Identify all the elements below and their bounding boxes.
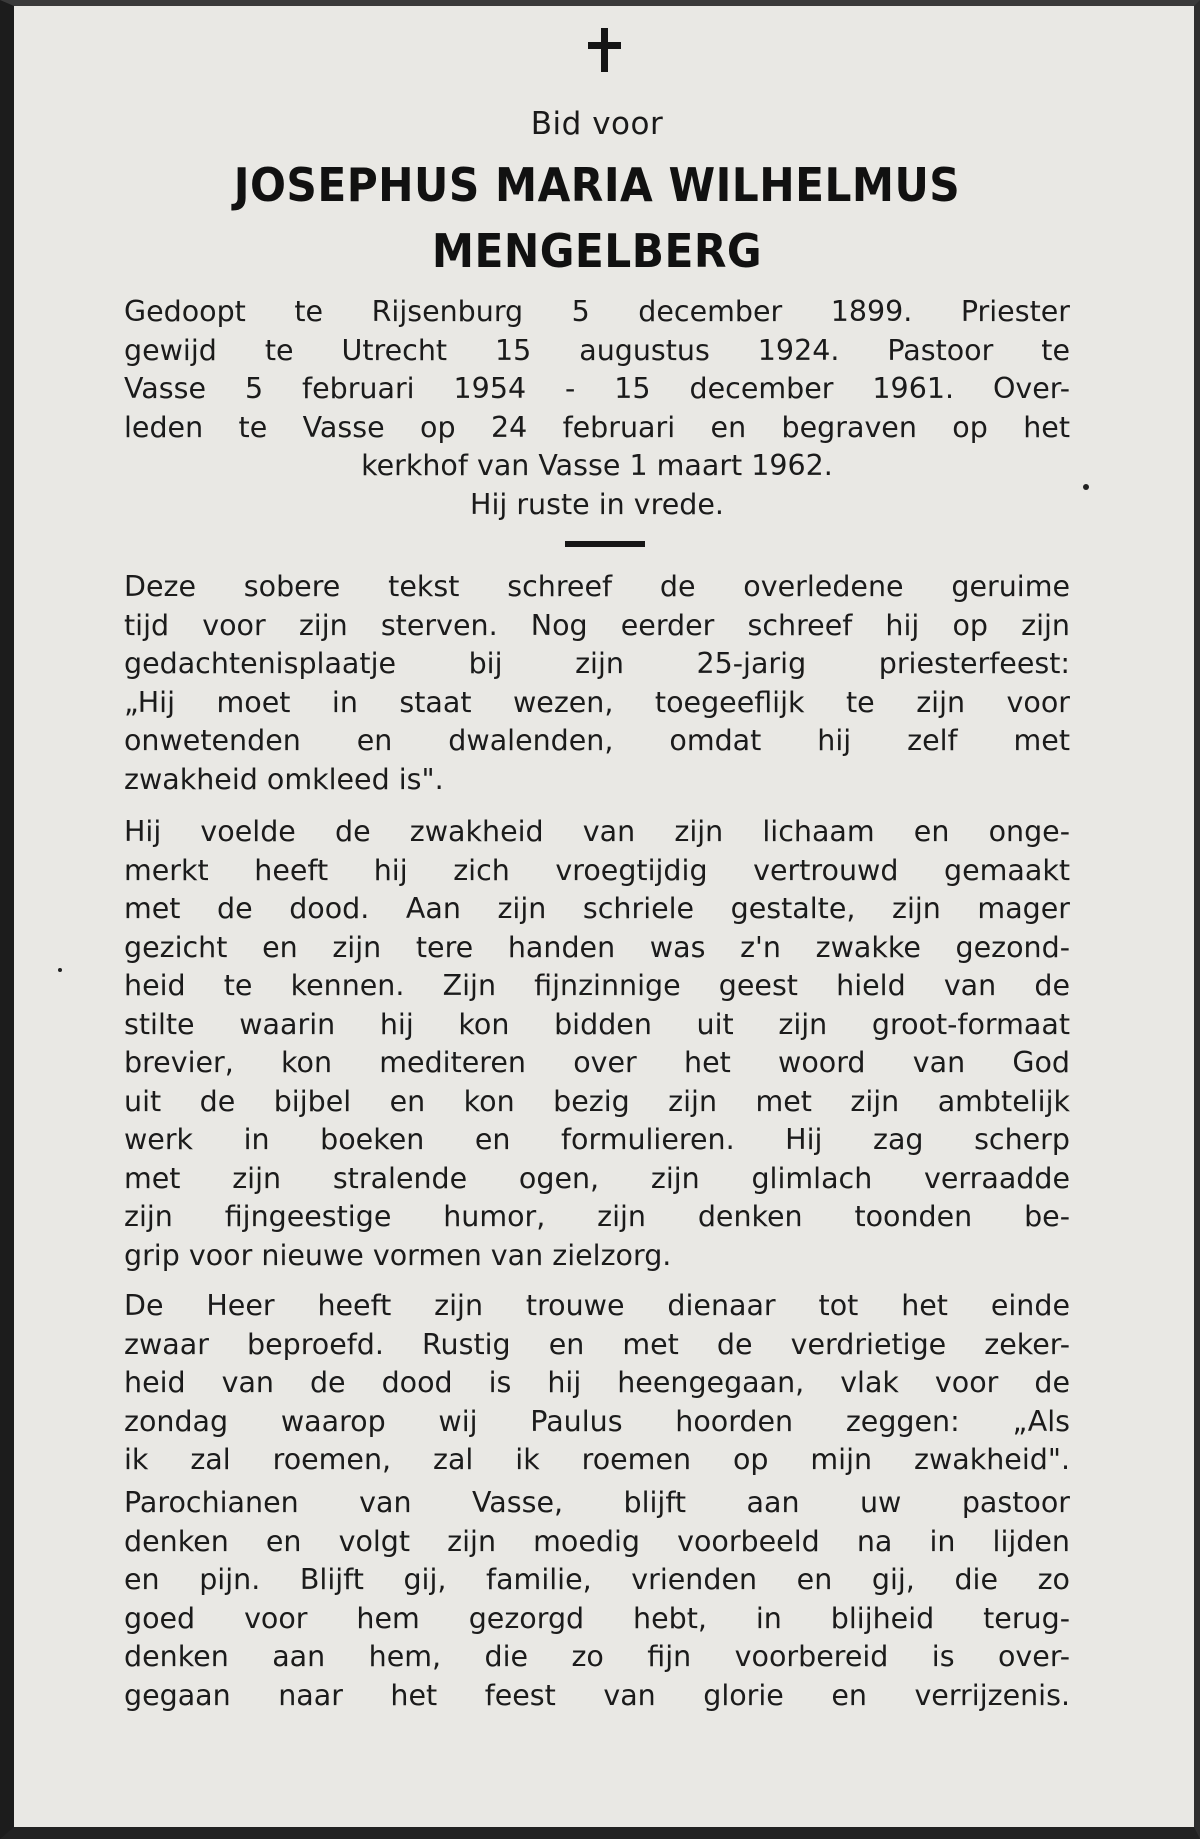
paragraph-line: denken aan hem, die zo fijn voorbereid is over- [124, 1640, 1070, 1673]
deceased-name-line2: MENGELBERG [431, 224, 763, 278]
paragraph-line: gegaan naar het feest van glorie en verrijzenis. [124, 1678, 1070, 1712]
paragraph-line: Deze sobere tekst schreef de overledene geruime [124, 570, 1070, 603]
intro-text: Bid voor [530, 106, 664, 142]
paragraph-2 [124, 813, 1070, 1275]
paragraph-line: gezicht en zijn tere handen was z'n zwakke gezond- [124, 930, 1070, 964]
paragraph-line: De Heer heeft zijn trouwe dienaar tot het einde [124, 1289, 1070, 1322]
paragraph-line: onwetenden en dwalenden, omdat hij zelf met [124, 724, 1070, 757]
paragraph-line: merkt heeft hij zich vroegtijdig vertrouwd gemaakt [124, 853, 1070, 887]
deceased-name-line1: JOSEPHUS MARIA WILHELMUS [233, 158, 961, 212]
paragraph-line: tijd voor zijn sterven. Nog eerder schreef hij op zijn [124, 608, 1070, 642]
paragraph-line: uit de bijbel en kon bezig zijn met zijn ambtelijk [124, 1084, 1070, 1118]
paragraph-line: en pijn. Blijft gij, familie, vrienden en gij, die zo [124, 1563, 1070, 1596]
paragraph-line: ik zal roemen, zal ik roemen op mijn zwakheid". [124, 1443, 1070, 1476]
print-speck [1083, 484, 1089, 490]
paragraph-line: zwakheid omkleed is". [124, 762, 444, 796]
paragraph-line: gedachtenisplaatje bij zijn 25-jarig priesterfeest: [124, 647, 1070, 680]
paragraph-line: grip voor nieuwe vormen van zielzorg. [124, 1238, 672, 1272]
paragraph-line: goed voor hem gezorgd hebt, in blijheid terug- [124, 1601, 1070, 1635]
paragraph-3 [124, 1287, 1070, 1480]
bio-line: Gedoopt te Rijsenburg 5 december 1899. Priester [124, 295, 1070, 328]
paragraph-line: heid te kennen. Zijn fijnzinnige geest hield van de [124, 969, 1070, 1002]
paragraph-line: stilte waarin hij kon bidden uit zijn groot-formaat [124, 1007, 1070, 1041]
bio-line: Vasse 5 februari 1954 - 15 december 1961. Over- [124, 372, 1070, 405]
bio-line: kerkhof van Vasse 1 maart 1962. [361, 449, 833, 482]
paragraph-line: „Hij moet in staat wezen, toegeeflijk te zijn voor [124, 685, 1070, 719]
paragraph-line: zwaar beproefd. Rustig en met de verdrietige zeker- [124, 1327, 1070, 1361]
paragraph-4 [124, 1484, 1070, 1715]
paragraph-line: zijn fijngeestige humor, zijn denken toonden be- [124, 1200, 1070, 1233]
print-speck [58, 968, 62, 972]
paragraph-1 [124, 568, 1070, 799]
paragraph-line: zondag waarop wij Paulus hoorden zeggen: „Als [124, 1404, 1070, 1438]
bio-line: leden te Vasse op 24 februari en begraven op het [124, 410, 1070, 444]
section-divider [565, 541, 645, 547]
paragraph-line: Parochianen van Vasse, blijft aan uw pastoor [124, 1486, 1070, 1519]
paragraph-line: met zijn stralende ogen, zijn glimlach verraadde [124, 1161, 1070, 1195]
paragraph-line: heid van de dood is hij heengegaan, vlak voor de [124, 1366, 1070, 1399]
paragraph-line: denken en volgt zijn moedig voorbeeld na in lijden [124, 1524, 1070, 1558]
paragraph-line: Hij voelde de zwakheid van zijn lichaam en onge- [124, 815, 1070, 848]
paragraph-line: met de dood. Aan zijn schriele gestalte, zijn mager [124, 892, 1070, 925]
cross-icon [584, 28, 624, 72]
paragraph-line: werk in boeken en formulieren. Hij zag scherp [124, 1123, 1070, 1156]
bio-line: gewijd te Utrecht 15 augustus 1924. Pastoor te [124, 333, 1070, 367]
rest-in-peace-line: Hij ruste in vrede. [470, 487, 724, 521]
biography-block [124, 293, 1070, 524]
paragraph-line: brevier, kon mediteren over het woord van God [124, 1046, 1070, 1079]
